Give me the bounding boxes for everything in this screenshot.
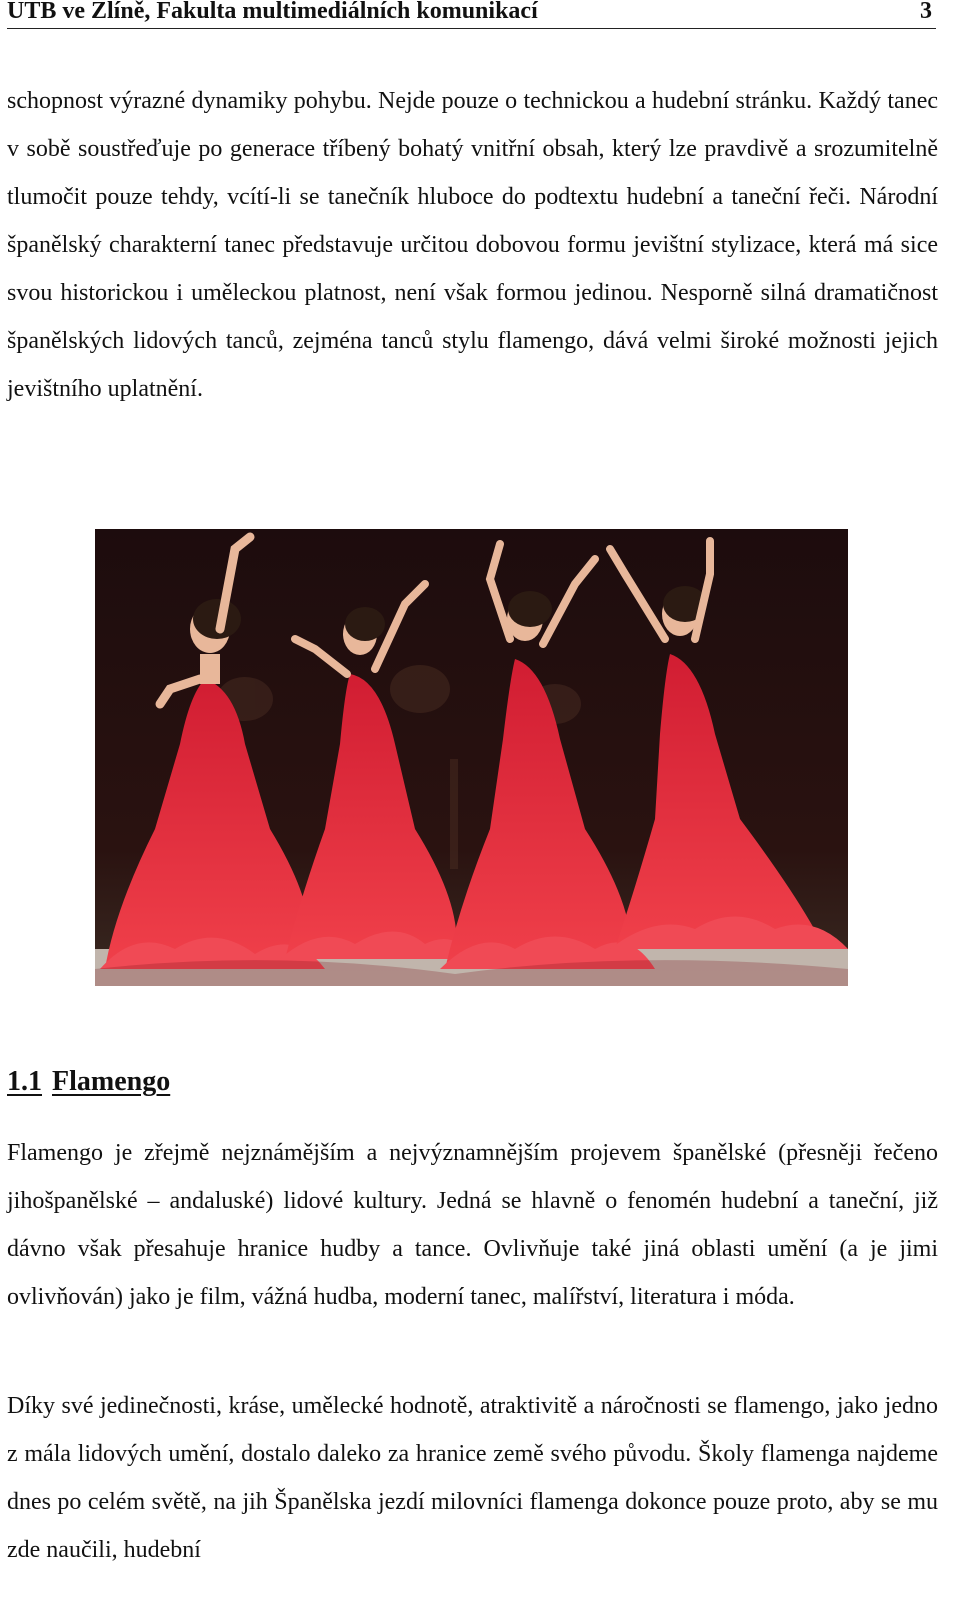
paragraph-flamengo-2: Díky své jedinečnosti, kráse, umělecké hodnotě, atraktivitě a náročnosti se flamengo, jako jedno z mála lidových umění, dostalo daleko za hranice země svého původu. Školy flamenga najdeme dnes po celém světě, na jih Španělska jezdí milovníci flamenga dokonce pouze proto, aby se mu zde naučili, hudební (7, 1393, 938, 1563)
page-number: 3 (920, 0, 932, 24)
paragraph-flamengo-1: Flamengo je zřejmě nejznámějším a nejvýznamnějším projevem španělské (přesněji řečeno jihošpanělské – andaluské) lidové kultury. Jedná se hlavně o fenomén hudební a taneční, již dávno však přesahuje hranice hudby a tance. Ovlivňuje také jiná oblasti umění (a je jimi ovlivňován) jako je film, vážná hudba, moderní tanec, malířství, literatura i móda. (7, 1140, 938, 1310)
paragraph-intro: schopnost výrazné dynamiky pohybu. Nejde pouze o technickou a hudební stránku. Každý tanec v sobě soustřeďuje po generace tříbený bohatý vnitřní obsah, který lze pravdivě a srozumitelně tlumočit pouze tehdy, vcítí-li se tanečník hluboce do podtextu hudební a taneční řeči. Národní španělský charakterní tanec představuje určitou dobovou formu jevištní stylizace, která má sice svou historickou i uměleckou platnost, není však formou jedinou. Nesporně silná dramatičnost španělských lidových tanců, zejména tanců stylu flamengo, dává velmi široké možnosti jejich jevištního uplatnění. (7, 88, 938, 402)
flamenco-dancers-photo (95, 529, 848, 986)
header-title: UTB ve Zlíně, Fakulta multimediálních komunikací (7, 0, 538, 24)
page-header (7, 0, 936, 29)
section-title: Flamengo (52, 1066, 171, 1097)
section-number: 1.1 (7, 1066, 42, 1097)
section-heading (7, 1066, 170, 1098)
